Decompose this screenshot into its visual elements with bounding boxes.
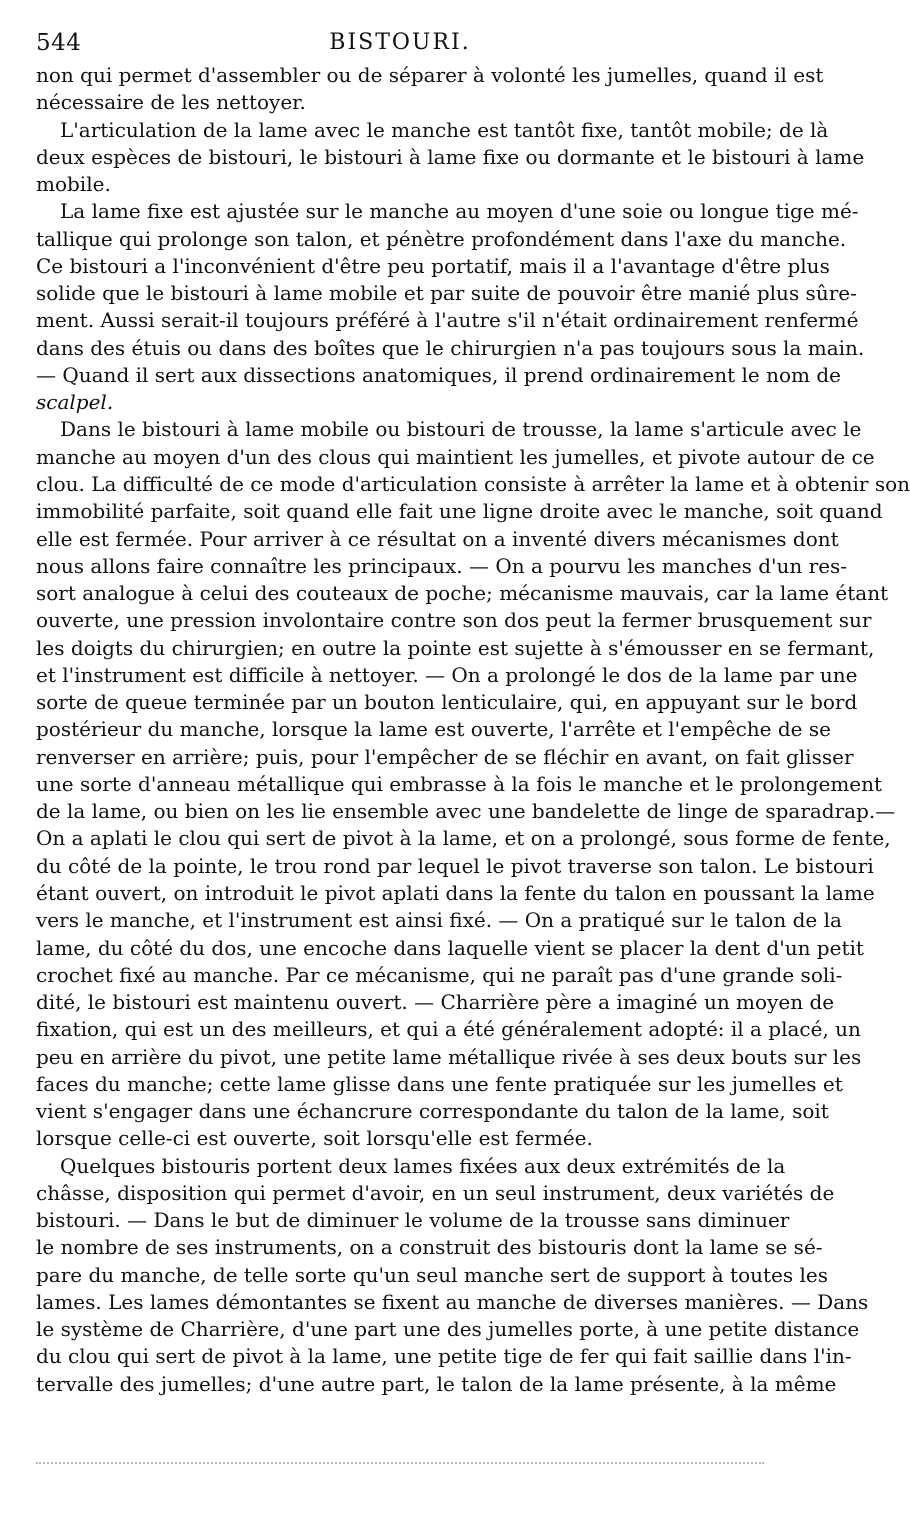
text-line: deux espèces de bistouri, le bistouri à lame fixe ou dormante et le bistouri à lame bbox=[36, 144, 865, 169]
text-line: le nombre de ses instruments, on a construit des bistouris dont la lame se sé- bbox=[36, 1235, 823, 1260]
text-line: ment. Aussi serait-il toujours préféré à l'autre s'il n'était ordinairement renfermé bbox=[36, 308, 859, 333]
text-line: sort analogue à celui des couteaux de poche; mécanisme mauvais, car la lame étant bbox=[36, 581, 889, 606]
text-line: nous allons faire connaître les principaux. — On a pourvu les manches d'un res- bbox=[36, 553, 848, 578]
text-line: étant ouvert, on introduit le pivot aplati dans la fente du talon en poussant la lame bbox=[36, 880, 875, 905]
text-line: bistouri. — Dans le but de diminuer le volume de la trousse sans diminuer bbox=[36, 1208, 790, 1233]
text-line: — Quand il sert aux dissections anatomiques, il prend ordinairement le nom de bbox=[36, 362, 841, 387]
text-line: les doigts du chirurgien; en outre la pointe est sujette à s'émousser en se fermant, bbox=[36, 635, 875, 660]
text-line: immobilité parfaite, soit quand elle fait une ligne droite avec le manche, soit quand bbox=[36, 499, 883, 524]
text-line: lames. Les lames démontantes se fixent au manche de diverses manières. — Dans bbox=[36, 1289, 869, 1314]
page-header bbox=[36, 26, 764, 60]
text-line: dans des étuis ou dans des boîtes que le chirurgien n'a pas toujours sous la main. bbox=[36, 335, 865, 360]
text-line: mobile. bbox=[36, 172, 111, 197]
text-line: peu en arrière du pivot, une petite lame métallique rivée à ses deux bouts sur les bbox=[36, 1044, 862, 1069]
text-line: vient s'engager dans une échancrure correspondante du talon de la lame, soit bbox=[36, 1099, 829, 1124]
text-line: manche au moyen d'un des clous qui maintient les jumelles, et pivote autour de ce bbox=[36, 444, 875, 469]
text-line: Quelques bistouris portent deux lames fixées aux deux extrémités de la bbox=[60, 1153, 786, 1178]
text-line: lame, du côté du dos, une encoche dans laquelle vient se placer la dent d'un petit bbox=[36, 935, 864, 960]
running-title: BISTOURI. bbox=[329, 30, 471, 55]
text-line: faces du manche; cette lame glisse dans une fente pratiquée sur les jumelles et bbox=[36, 1071, 843, 1096]
text-line: fixation, qui est un des meilleurs, et qui a été généralement adopté: il a placé, un bbox=[36, 1017, 861, 1042]
text-line: elle est fermée. Pour arriver à ce résultat on a inventé divers mécanismes dont bbox=[36, 526, 839, 551]
text-line: clou. La difficulté de ce mode d'articulation consiste à arrêter la lame et à obtenir son bbox=[36, 471, 910, 496]
text-line: le système de Charrière, d'une part une des jumelles porte, à une petite distance bbox=[36, 1317, 860, 1342]
text-line: nécessaire de les nettoyer. bbox=[36, 90, 306, 115]
text-line: scalpel. bbox=[36, 390, 114, 415]
text-line: de la lame, ou bien on les lie ensemble avec une bandelette de linge de sparadrap.— bbox=[36, 799, 896, 824]
text-line: La lame fixe est ajustée sur le manche au moyen d'une soie ou longue tige mé- bbox=[60, 199, 859, 224]
text-line: dité, le bistouri est maintenu ouvert. — Charrière père a imaginé un moyen de bbox=[36, 990, 835, 1015]
text-line: Ce bistouri a l'inconvénient d'être peu portatif, mais il a l'avantage d'être plus bbox=[36, 253, 830, 278]
text-line: une sorte d'anneau métallique qui embrasse à la fois le manche et le prolongement bbox=[36, 771, 883, 796]
text-line: et l'instrument est difficile à nettoyer. — On a prolongé le dos de la lame par une bbox=[36, 662, 858, 687]
text-line: du clou qui sert de pivot à la lame, une petite tige de fer qui fait saillie dans l'in- bbox=[36, 1344, 852, 1369]
text-line: tallique qui prolonge son talon, et pénètre profondément dans l'axe du manche. bbox=[36, 226, 847, 251]
text-line: sorte de queue terminée par un bouton lenticulaire, qui, en appuyant sur le bord bbox=[36, 690, 858, 715]
text-line: renverser en arrière; puis, pour l'empêcher de se fléchir en avant, on fait glisser bbox=[36, 744, 854, 769]
text-line: pare du manche, de telle sorte qu'un seul manche sert de support à toutes les bbox=[36, 1262, 828, 1287]
text-line: châsse, disposition qui permet d'avoir, en un seul instrument, deux variétés de bbox=[36, 1180, 835, 1205]
bleed-through-line bbox=[36, 1462, 764, 1468]
text-line: solide que le bistouri à lame mobile et par suite de pouvoir être manié plus sûre- bbox=[36, 281, 857, 306]
text-line: crochet fixé au manche. Par ce mécanisme, qui ne paraît pas d'une grande soli- bbox=[36, 962, 843, 987]
text-line: du côté de la pointe, le trou rond par lequel le pivot traverse son talon. Le bistouri bbox=[36, 853, 874, 878]
text-line: ouverte, une pression involontaire contre son dos peut la fermer brusquement sur bbox=[36, 608, 872, 633]
text-line: vers le manche, et l'instrument est ainsi fixé. — On a pratiqué sur le talon de la bbox=[36, 908, 842, 933]
text-line: postérieur du manche, lorsque la lame est ouverte, l'arrête et l'empêche de se bbox=[36, 717, 831, 742]
page-number: 544 bbox=[36, 30, 82, 56]
text-line: L'articulation de la lame avec le manche est tantôt fixe, tantôt mobile; de là bbox=[60, 117, 829, 142]
text-line: Dans le bistouri à lame mobile ou bistouri de trousse, la lame s'articule avec le bbox=[60, 417, 862, 442]
body-text bbox=[36, 62, 910, 1398]
text-line: tervalle des jumelles; d'une autre part, le talon de la lame présente, à la même bbox=[36, 1371, 837, 1396]
text-line: On a aplati le clou qui sert de pivot à la lame, et on a prolongé, sous forme de fente, bbox=[36, 826, 891, 851]
text-line: non qui permet d'assembler ou de séparer à volonté les jumelles, quand il est bbox=[36, 63, 824, 87]
text-line: lorsque celle-ci est ouverte, soit lorsqu'elle est fermée. bbox=[36, 1126, 593, 1151]
